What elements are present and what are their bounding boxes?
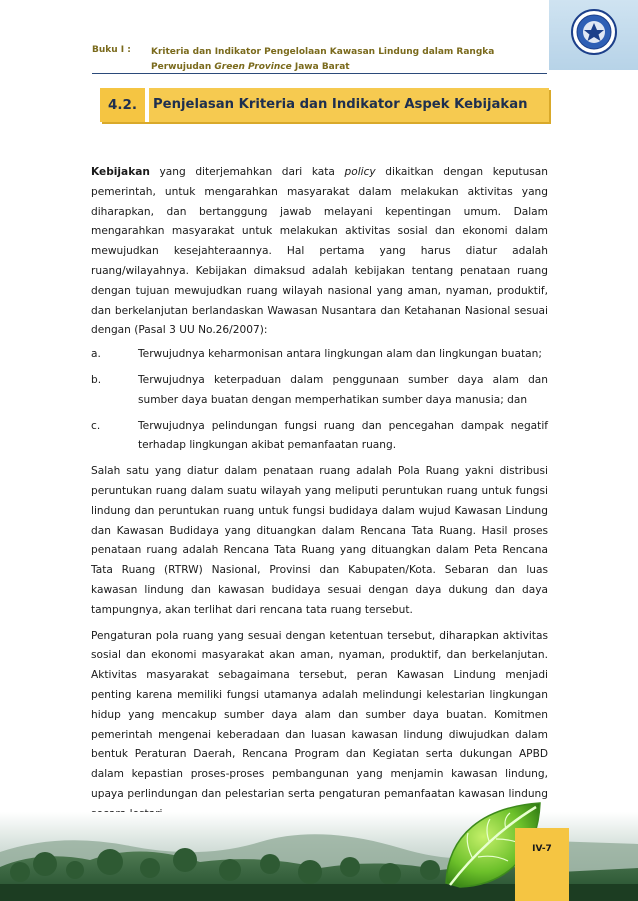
list-item-text: Terwujudnya keterpaduan dalam penggunaan sumber daya alam dan sumber daya buatan dengan memperhatikan sumber daya manusia; dan bbox=[138, 373, 548, 406]
header-title-text-end: Jawa Barat bbox=[291, 62, 350, 72]
body-content bbox=[91, 163, 548, 825]
section-title: Penjelasan Kriteria dan Indikator Aspek Kebijakan bbox=[149, 88, 549, 122]
paragraph-1-text-a: yang diterjemahkan dari kata bbox=[149, 166, 345, 178]
list-item-text: Terwujudnya keharmonisan antara lingkungan alam dan lingkungan buatan; bbox=[138, 348, 542, 361]
list-item bbox=[91, 345, 548, 365]
section-heading bbox=[100, 88, 549, 122]
paragraph-2: Salah satu yang diatur dalam penataan ruang adalah Pola Ruang yakni distribusi peruntukan ruang dalam suatu wilayah yang meliputi peruntukan ruang untuk fungsi lindung dan peruntukan ruang untuk fungsi budidaya dalam wujud Kawasan Lindung dan Kawasan Budidaya yang dituangkan dalam Rencana Tata Ruang. Hasil proses penataan ruang adalah Rencana Tata Ruang yang dituangkan dalam Peta Rencana Tata Ruang (RTRW) Nasional, Provinsi dan Kabupaten/Kota. Sebaran dan luas kawasan lindung dan kawasan budidaya sesuai dengan daya dukung dan daya tampungnya, akan terlihat dari rencana tata ruang tersebut. bbox=[91, 465, 548, 616]
list-marker: c. bbox=[91, 419, 101, 432]
list-item bbox=[91, 371, 548, 411]
provincial-seal-icon bbox=[570, 8, 618, 56]
paragraph-3: Pengaturan pola ruang yang sesuai dengan ketentuan tersebut, diharapkan aktivitas sosial dan ekonomi masyarakat akan aman, nyaman, produktif, dan berkelanjutan. Aktivitas masyarakat sebagaimana tersebut, peran Kawasan Lindung menjadi penting karena memiliki fungsi utamanya adalah melindungi kelestarian lingkungan hidup yang mencakup sumber daya alam dan sumber daya buatan. Komitmen pemerintah mengenai keberadaan dan luasan kawasan lindung diwujudkan dalam bentuk Peraturan Daerah, Rencana Program dan Kegiatan serta dukungan APBD dalam kepastian proses-proses pembangunan yang menjamin kawasan lindung, upaya perlindungan dan pelestarian serta pengaturan pemanfaatan kawasan lindung bbox=[91, 629, 548, 800]
header-divider bbox=[92, 73, 547, 74]
page-number: IV-7 bbox=[532, 844, 552, 854]
header-title-italic: Green Province bbox=[214, 62, 292, 72]
paragraph-1-lead: Kebijakan bbox=[91, 166, 150, 178]
list-marker: b. bbox=[91, 373, 102, 386]
list-marker: a. bbox=[91, 348, 101, 361]
document-header-title bbox=[151, 45, 494, 75]
paragraph-1-text-b: dikaitkan dengan keputusan pemerintah, untuk mengarahkan masyarakat dalam melakukan aktivitas yang diharapkan, dan bertanggung jawab melayani kepentingan umum. Dalam mengarahkan masyarakat untuk melakukan aktivitas sosial dan ekonomi dalam mewujudkan kesejahteraannya. Hal pertama yang harus diatur adalah ruang/wilayahnya. Kebijakan dimaksud adalah kebijakan tentang penataan ruang dengan tujuan mewujudkan ruang wilayah nasional yang aman, nyaman, produktif, dan berkelanjutan berlandaskan Wawasan Nusantara dan Ketahanan Nasional sesuai dengan (Pasal 3 UU No.26/2007): bbox=[91, 166, 549, 337]
paragraph-1 bbox=[91, 163, 548, 341]
header-title-text: Perwujudan bbox=[151, 62, 215, 72]
page-number-box bbox=[515, 828, 569, 901]
objective-list bbox=[91, 345, 548, 456]
header-title-line-1: Kriteria dan Indikator Pengelolaan Kawasan Lindung dalam Rangka bbox=[151, 47, 495, 57]
section-number: 4.2. bbox=[100, 88, 145, 122]
list-item bbox=[91, 417, 548, 457]
paragraph-1-italic: policy bbox=[344, 166, 376, 178]
list-item-text: Terwujudnya pelindungan fungsi ruang dan pencegahan dampak negatif terhadap lingkungan akibat pemanfaatan ruang. bbox=[138, 419, 548, 452]
book-label: Buku I : bbox=[92, 45, 131, 55]
